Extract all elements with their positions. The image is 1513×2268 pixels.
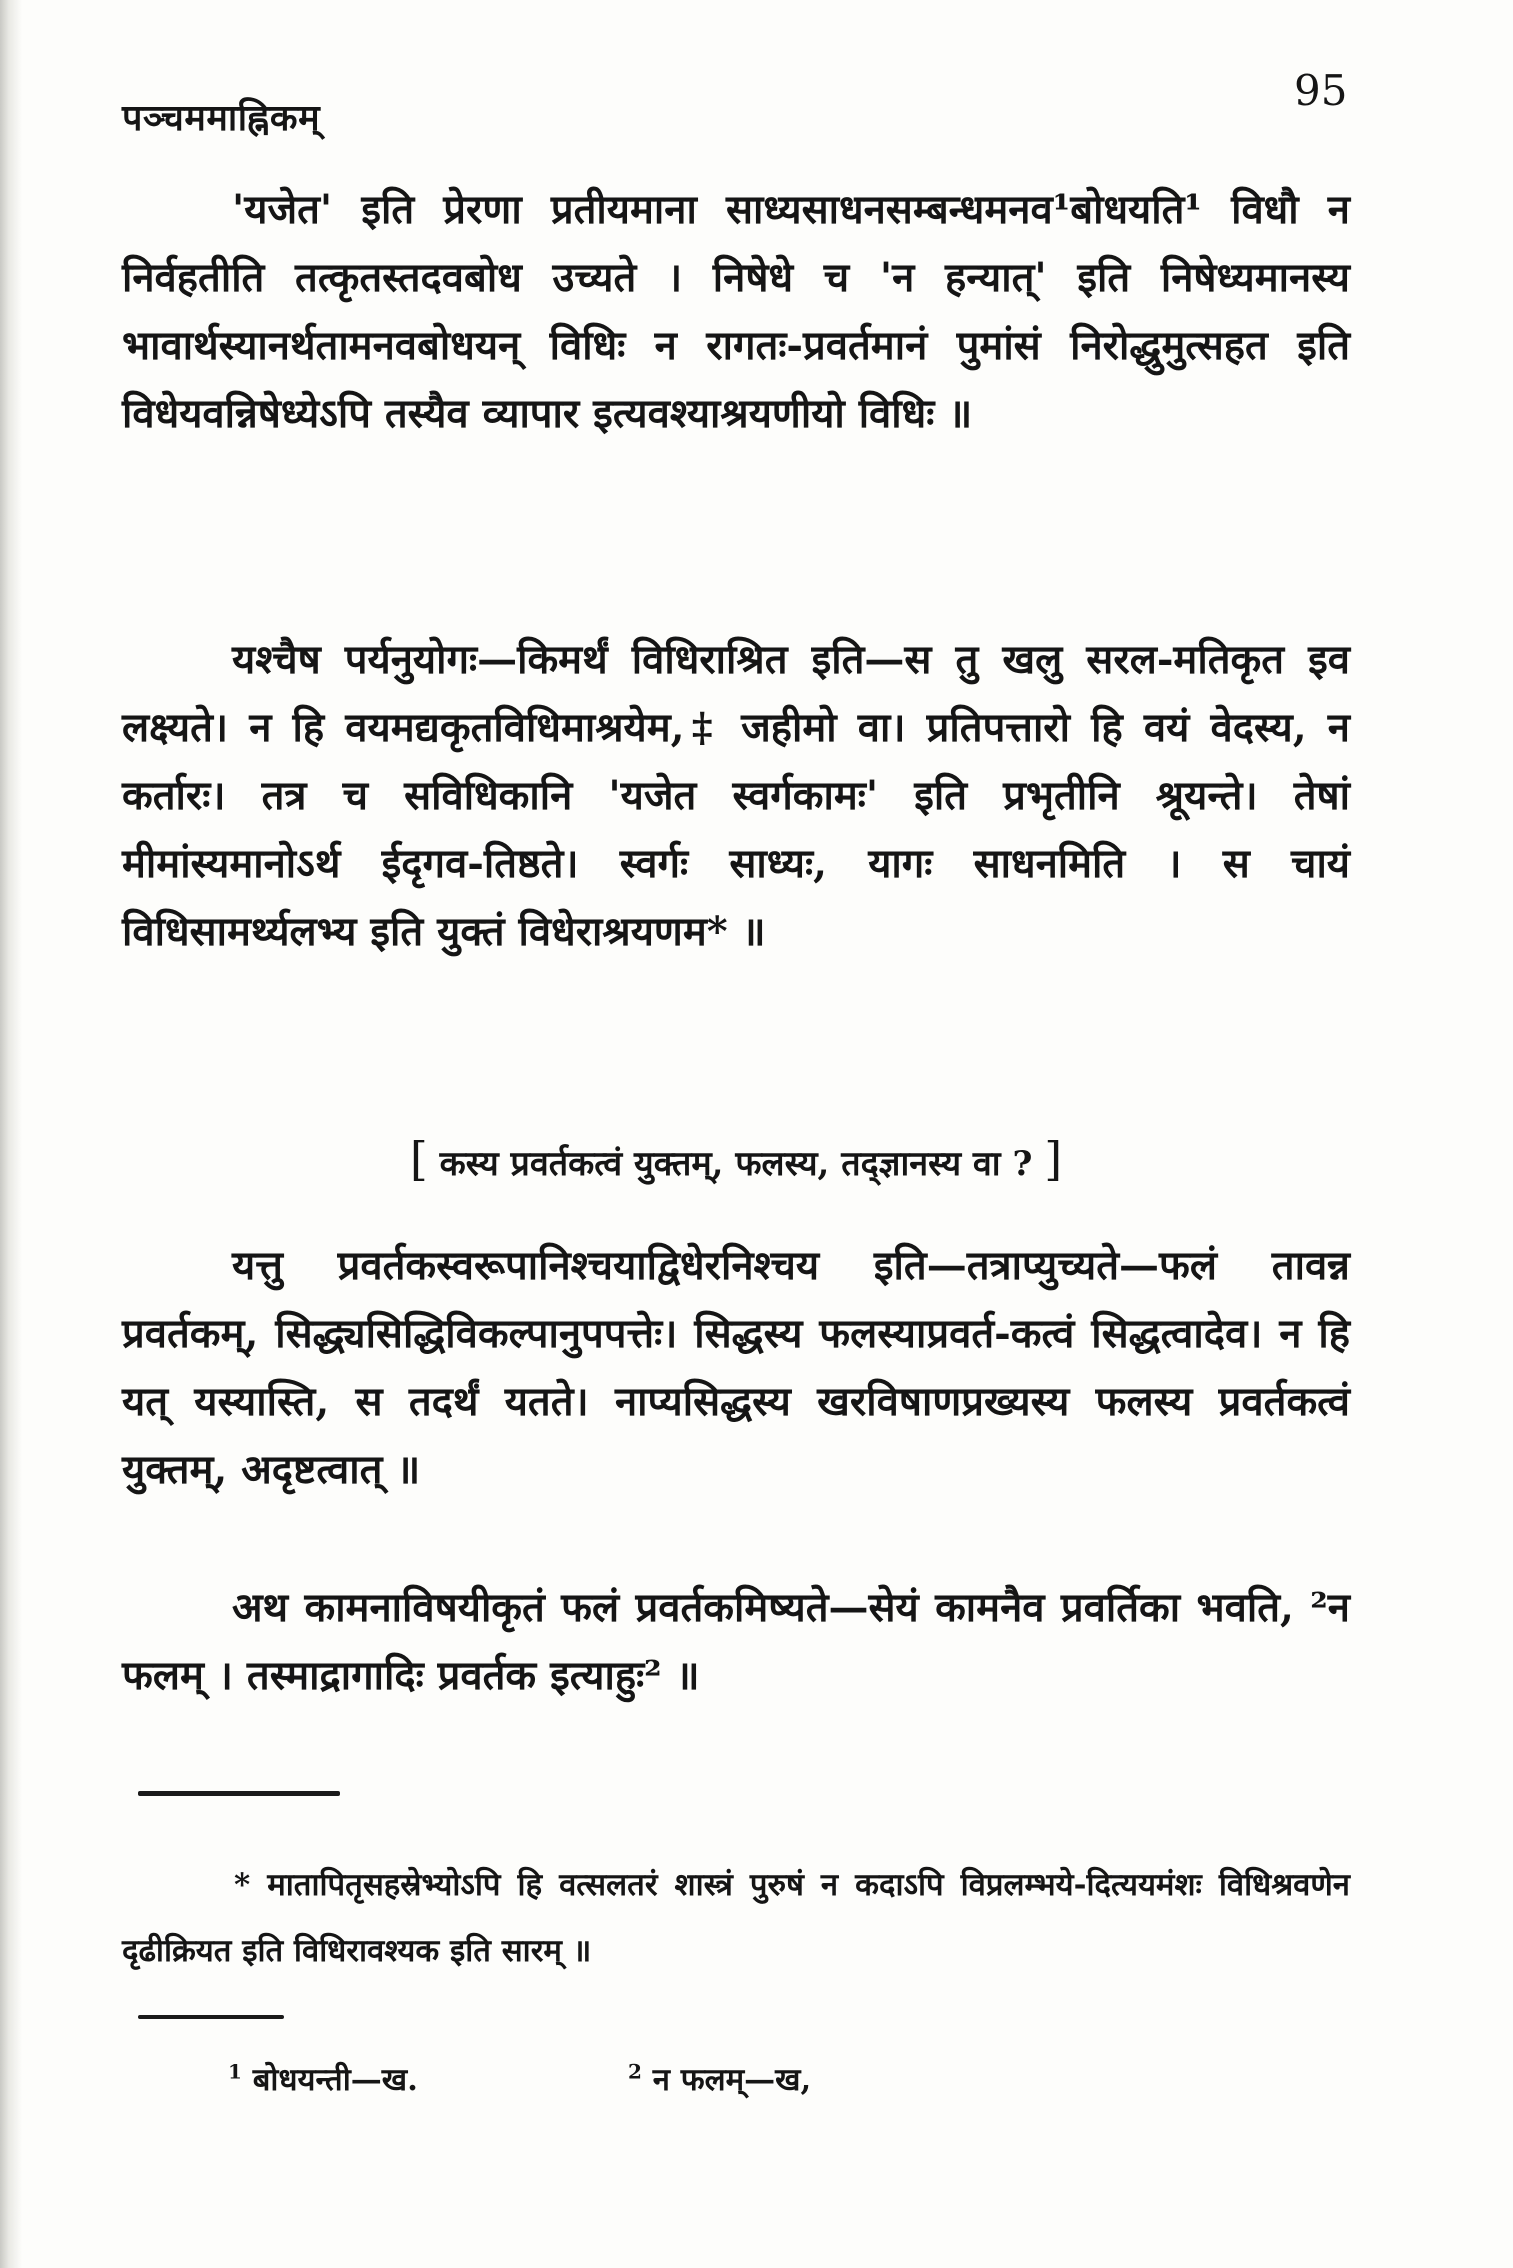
variant-note-2 [628,2058,811,2100]
section-heading-text: कस्य प्रवर्तकत्वं युक्तम्, फलस्य, तद्ज्ञानस्य वा ? [439,1144,1033,1184]
footnote-star-text: * मातापितृसहस्रेभ्योऽपि हि वत्सलतरं शास्त्रं पुरुषं न कदाऽपि विप्रलम्भये-दित्ययमंशः विधिश्रवणेन दृढीक्रियत इति विधिरावश्यक इति सारम् ॥ [122,1867,1350,1969]
variant-note-2-marker: 2 [628,2059,642,2084]
paragraph-2 [122,626,1350,966]
variant-note-1-text: बोधयन्ती—ख. [252,2062,418,2098]
variant-note-1-marker: 1 [228,2059,242,2084]
page-binding-edge [0,0,22,2268]
heading-close-bracket: ] [1044,1132,1063,1186]
paragraph-4 [122,1574,1350,1710]
variant-note-2-text: न फलम्—ख, [652,2062,812,2098]
paragraph-4-text: अथ कामनाविषयीकृतं फलं प्रवर्तकमिष्यते—सेयं कामनैव प्रवर्तिका भवति, ²न फलम् । तस्माद्रागादिः प्रवर्तक इत्याहुः² ॥ [122,1584,1350,1699]
running-header-title: पञ्चममाह्निकम् [122,97,321,139]
paragraph-1-text: 'यजेत' इति प्रेरणा प्रतीयमाना साध्यसाधनसम्बन्धमनव¹बोधयति¹ विधौ न निर्वहतीति तत्कृतस्तदवबोध उच्यते । निषेधे च 'न हन्यात्' इति निषेध्यमानस्य भावार्थस्यानर्थतामनवबोधयन् विधिः न रागतः-प्रवर्तमानं पुमांसं निरोद्धुमुत्सहत इति विधेयवन्निषेध्येऽपि तस्यैव व्यापार इत्यवश्याश्रयणीयो विधिः ॥ [122,186,1350,437]
variant-separator-rule [138,2015,284,2019]
page-number: 95 [1294,66,1348,115]
section-heading [122,1132,1350,1186]
paragraph-3-text: यत्तु प्रवर्तकस्वरूपानिश्चयाद्विधेरनिश्चय इति—तत्राप्युच्यते—फलं तावन्न प्रवर्तकम्, सिद्ध्यसिद्धिविकल्पानुपपत्तेः। सिद्धस्य फलस्याप्रवर्त-कत्वं सिद्धत्वादेव। न हि यत् यस्यास्ति, स तदर्थं यतते। नाप्यसिद्धस्य खरविषाणप्रख्यस्य फलस्य प्रवर्तकत्वं युक्तम्, अदृष्टत्वात् ॥ [122,1242,1350,1493]
footnote-separator-rule [138,1791,340,1796]
heading-open-bracket: [ [409,1132,428,1186]
variant-note-1 [228,2058,418,2100]
footnote-star [122,1852,1350,1984]
paragraph-1 [122,176,1350,448]
paragraph-3 [122,1232,1350,1504]
paragraph-2-text: यश्चैष पर्यनुयोगः—किमर्थं विधिराश्रित इति—स तु खलु सरल-मतिकृत इव लक्ष्यते। न हि वयमद्यकृतविधिमाश्रयेम,‡ जहीमो वा। प्रतिपत्तारो हि वयं वेदस्य, न कर्तारः। तत्र च सविधिकानि 'यजेत स्वर्गकामः' इति प्रभृतीनि श्रूयन्ते। तेषां मीमांस्यमानोऽर्थ ईदृगव-तिष्ठते। स्वर्गः साध्यः, यागः साधनमिति । स चायं विधिसामर्थ्यलभ्य इति युक्तं विधेराश्रयणम* ॥ [122,636,1350,955]
